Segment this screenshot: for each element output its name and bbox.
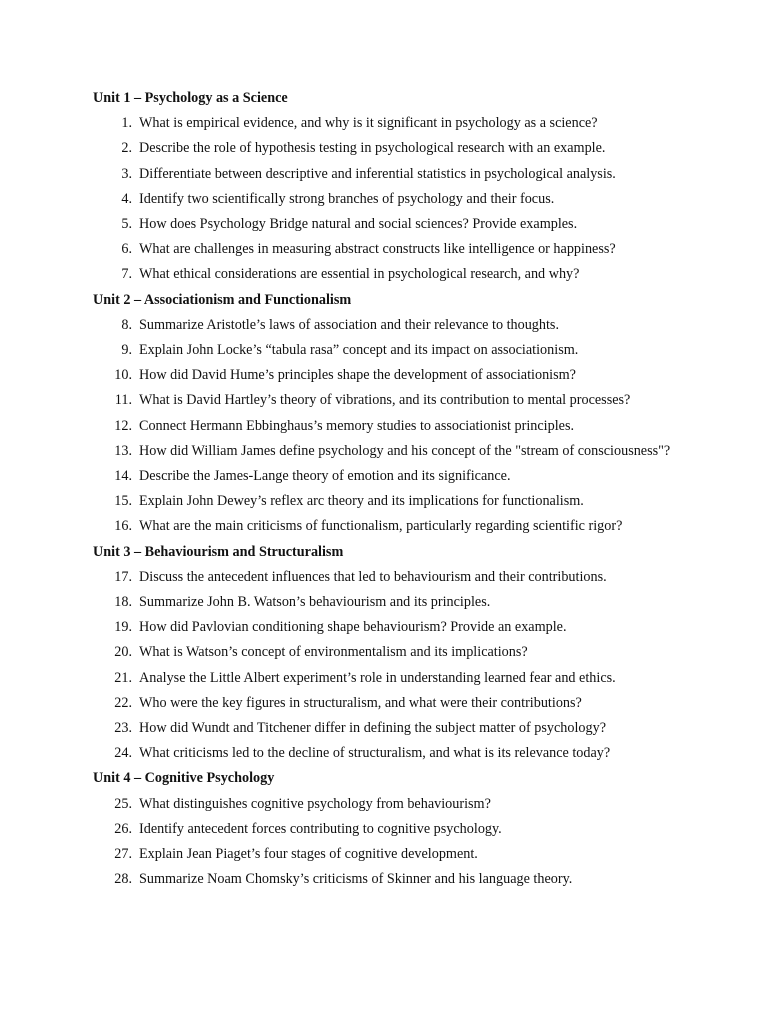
question-text: What ethical considerations are essential in psychological research, and why? (139, 266, 580, 283)
question-item (93, 111, 675, 136)
unit-heading: Unit 1 – Psychology as a Science (93, 90, 288, 106)
question-text: Explain John Locke’s “tabula rasa” concept and its impact on associationism. (139, 342, 579, 358)
question-text: How did William James define psychology and his concept of the "stream of consciousness"? (139, 442, 671, 459)
question-number: 7. (121, 266, 132, 283)
question-number: 17. (114, 568, 132, 585)
question-text: Describe the James-Lange theory of emotion and its significance. (139, 468, 511, 485)
question-item (93, 489, 675, 514)
question-text: Differentiate between descriptive and inferential statistics in psychological analysis. (139, 165, 616, 182)
question-number: 27. (114, 846, 132, 863)
question-text: Discuss the antecedent influences that led to behaviourism and their contributions. (139, 568, 607, 585)
question-number: 26. (114, 820, 132, 837)
unit-section-3 (93, 540, 675, 767)
question-list (93, 313, 675, 540)
question-number: 2. (121, 140, 132, 157)
unit-section-4 (93, 766, 675, 892)
question-number: 23. (114, 720, 132, 737)
question-item (93, 237, 675, 262)
question-text: Describe the role of hypothesis testing in psychological research with an example. (139, 140, 606, 157)
question-text: How did Wundt and Titchener differ in defining the subject matter of psychology? (139, 720, 607, 737)
question-item (93, 388, 675, 413)
question-number: 1. (121, 115, 132, 132)
question-text: Who were the key figures in structuralism, and what were their contributions? (139, 694, 582, 711)
question-item (93, 262, 675, 287)
question-item (93, 716, 675, 741)
question-item (93, 842, 675, 867)
question-item (93, 212, 675, 237)
question-number: 19. (114, 619, 132, 636)
question-text: Connect Hermann Ebbinghaus’s memory studies to associationist principles. (139, 417, 575, 434)
question-text: How does Psychology Bridge natural and social sciences? Provide examples. (139, 216, 578, 232)
question-item (93, 363, 675, 388)
question-item (93, 867, 675, 892)
question-number: 22. (114, 694, 132, 711)
unit-section-2 (93, 288, 675, 540)
question-item (93, 691, 675, 716)
question-number: 24. (114, 745, 132, 762)
question-text: Identify antecedent forces contributing to cognitive psychology. (139, 820, 502, 837)
question-text: What distinguishes cognitive psychology from behaviourism? (139, 795, 491, 812)
question-text: Explain John Dewey’s reflex arc theory and its implications for functionalism. (139, 493, 584, 510)
question-text: Summarize Aristotle’s laws of association and their relevance to thoughts. (139, 316, 560, 333)
question-number: 9. (121, 342, 132, 358)
question-text: Summarize Noam Chomsky’s criticisms of Skinner and his language theory. (139, 871, 573, 888)
question-item (93, 136, 675, 161)
question-number: 6. (121, 241, 132, 258)
question-list (93, 792, 675, 893)
unit-heading: Unit 2 – Associationism and Functionalism (93, 291, 352, 308)
question-list (93, 111, 675, 287)
question-text: What are the main criticisms of functionalism, particularly regarding scientific rigor? (139, 518, 623, 535)
question-number: 16. (114, 518, 132, 535)
question-number: 15. (114, 493, 132, 510)
question-item (93, 640, 675, 665)
question-item (93, 590, 675, 615)
question-number: 3. (121, 165, 132, 182)
question-number: 20. (114, 644, 132, 661)
question-item (93, 414, 675, 439)
question-number: 14. (114, 468, 132, 485)
question-number: 11. (114, 392, 132, 409)
question-text: What is David Hartley’s theory of vibrations, and its contribution to mental processes? (139, 392, 631, 409)
question-item (93, 514, 675, 539)
question-number: 18. (114, 594, 132, 611)
unit-heading: Unit 4 – Cognitive Psychology (93, 770, 275, 787)
question-item (93, 464, 675, 489)
question-item (93, 162, 675, 187)
question-item (93, 792, 675, 817)
question-text: Summarize John B. Watson’s behaviourism and its principles. (139, 594, 491, 611)
question-number: 4. (121, 190, 132, 207)
question-number: 10. (114, 367, 132, 384)
question-text: What are challenges in measuring abstract constructs like intelligence or happiness? (139, 241, 616, 258)
question-number: 8. (121, 316, 132, 333)
unit-section-1 (93, 86, 675, 288)
question-item (93, 565, 675, 590)
question-number: 25. (114, 795, 132, 812)
question-text: Analyse the Little Albert experiment’s role in understanding learned fear and ethics. (139, 669, 616, 686)
question-number: 28. (114, 871, 132, 888)
question-item (93, 187, 675, 212)
question-text: How did David Hume’s principles shape the development of associationism? (139, 367, 576, 384)
question-item (93, 615, 675, 640)
question-text: Identify two scientifically strong branches of psychology and their focus. (139, 190, 555, 207)
question-text: What is empirical evidence, and why is it significant in psychology as a science? (139, 115, 598, 132)
question-item (93, 666, 675, 691)
question-item (93, 817, 675, 842)
question-text: Explain Jean Piaget’s four stages of cognitive development. (139, 846, 478, 863)
question-number: 13. (114, 442, 132, 459)
question-number: 21. (114, 669, 132, 686)
question-list (93, 565, 675, 767)
question-item (93, 313, 675, 338)
question-text: How did Pavlovian conditioning shape behaviourism? Provide an example. (139, 619, 567, 636)
question-text: What criticisms led to the decline of structuralism, and what is its relevance today? (139, 745, 611, 762)
question-item (93, 338, 675, 363)
question-item (93, 439, 675, 464)
question-item (93, 741, 675, 766)
question-document (93, 86, 675, 892)
question-number: 5. (121, 216, 132, 232)
unit-heading: Unit 3 – Behaviourism and Structuralism (93, 543, 344, 560)
question-text: What is Watson’s concept of environmentalism and its implications? (139, 644, 528, 661)
question-number: 12. (114, 417, 132, 434)
